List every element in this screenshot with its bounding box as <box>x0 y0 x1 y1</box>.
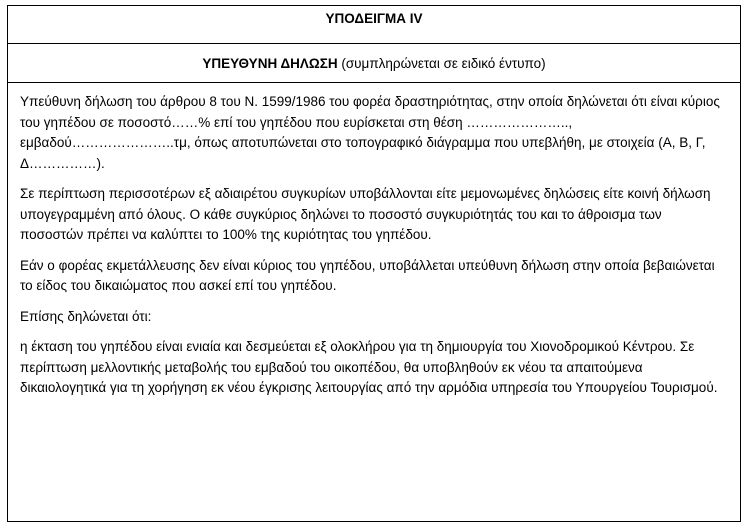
paragraph-also-declared: Επίσης δηλώνεται ότι: <box>20 308 152 324</box>
paragraph-co-owners: Σε περίπτωση περισσοτέρων εξ αδιαιρέτου συγκυρίων υποβάλλονται είτε μεμονωμένες δηλώσεις είτε κοινή δήλωση υπογεγραμμένη από όλους. Ο κάθε συγκύριος δηλώνει το ποσοστό συγκυριότητάς του και το άθροισμα των ποσοστών πρέπει να καλύπτει το 100% της κυριότητας του γηπέδου. <box>20 186 711 242</box>
paragraph-ownership-statement: Υπεύθυνη δήλωση του άρθρου 8 του Ν. 1599/1986 του φορέα δραστηριότητας, στην οποία δηλώνεται ότι είναι κύριος του γηπέδου σε ποσοστό……% επί του γηπέδου που ευρίσκεται στη θέση ………………….., εμβαδού…………………..τμ, όπως αποτυπώνεται στο τοπογραφικό διάγραμμα που υπεβλήθη, με στοιχεία (Α, Β, Γ, Δ……………). <box>20 94 720 171</box>
form-subtitle-note: (συμπληρώνεται σε ειδικό έντυπο) <box>337 55 546 71</box>
form-subtitle-bold: ΥΠΕΥΘΥΝΗ ΔΗΛΩΣΗ <box>202 55 338 71</box>
form-subtitle <box>202 56 545 71</box>
form-body <box>8 83 740 399</box>
form-title: ΥΠΟΔΕΙΓΜΑ IV <box>325 11 423 26</box>
paragraph-land-extent: η έκταση του γηπέδου είναι ενιαία και δεσμεύεται εξ ολοκλήρου για τη δημιουργία του Χιονοδρομικού Κέντρου. Σε περίπτωση μελλοντικής μεταβολής του εμβαδού του οικοπέδου, θα υποβληθούν εκ νέου τα απαιτούμενα δικαιολογητικά για τη χορήγηση εκ νέου έγκρισης λειτουργίας από την αρμόδια υπηρεσία του Υπουργείου Τουρισμού. <box>20 339 718 395</box>
declaration-form <box>7 5 741 522</box>
form-subtitle-row <box>8 44 740 83</box>
paragraph-non-owner-operator: Εάν ο φορέας εκμετάλλευσης δεν είναι κύριος του γηπέδου, υποβάλλεται υπεύθυνη δήλωση στην οποία βεβαιώνεται το είδος του δικαιώματος που ασκεί επί του γηπέδου. <box>20 257 715 293</box>
form-title-row <box>8 6 740 44</box>
